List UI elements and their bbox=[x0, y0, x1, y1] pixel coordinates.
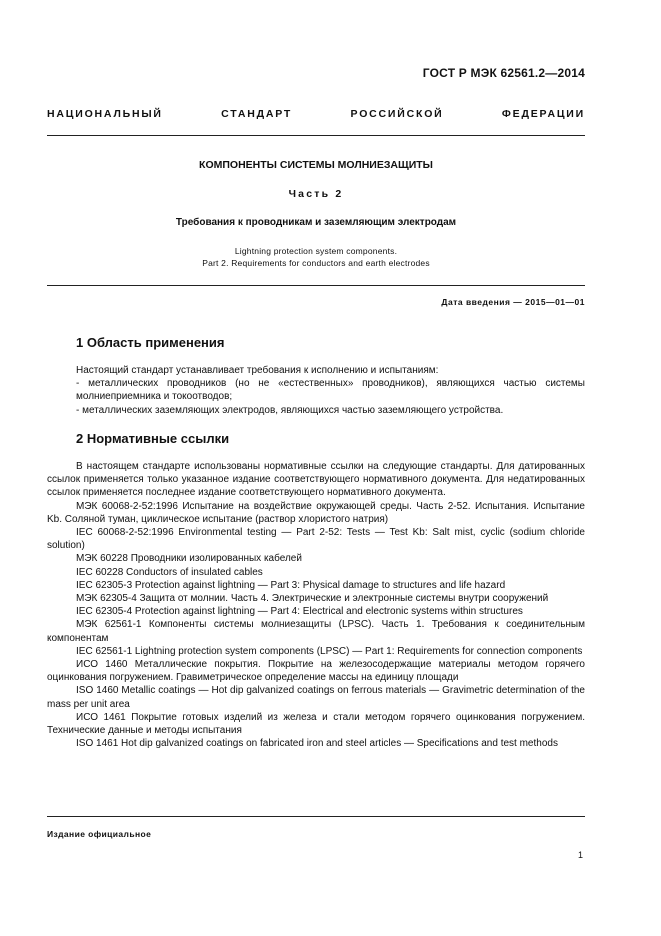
national-standard-banner: НАЦИОНАЛЬНЫЙ СТАНДАРТ РОССИЙСКОЙ ФЕДЕРАЦИИ bbox=[47, 108, 585, 120]
reference-item: ИСО 1460 Металлические покрытия. Покрытие на железосодержащие материалы методом горячего оцинкования погружением. Гравиметрическое определение массы на единицу площади bbox=[47, 659, 585, 684]
section-1-body bbox=[76, 364, 585, 417]
english-title-line-1: Lightning protection system components. bbox=[234, 246, 398, 256]
reference-item: IEC 62561-1 Lightning protection system components (LPSC) — Part 1: Requirements for connection components bbox=[76, 645, 583, 657]
footer-divider bbox=[47, 816, 585, 817]
reference-item: ISO 1460 Metallic coatings — Hot dip galvanized coatings on ferrous materials — Gravimetric determination of the mass per unit area bbox=[47, 685, 585, 710]
reference-item: IEC 62305-4 Protection against lightning — Part 4: Electrical and electronic systems within structures bbox=[76, 606, 523, 618]
part-label: Часть 2 bbox=[288, 188, 344, 200]
reference-item: МЭК 60228 Проводники изолированных кабелей bbox=[76, 553, 302, 565]
page-number: 1 bbox=[577, 850, 583, 860]
reference-item: IEC 60068-2-52:1996 Environmental testing — Part 2-52: Tests — Test Kb: Salt mist, cyclic (sodium chloride solution) bbox=[47, 527, 585, 552]
title-divider bbox=[47, 285, 585, 286]
official-edition-label: Издание официальное bbox=[47, 829, 152, 839]
standard-title: КОМПОНЕНТЫ СИСТЕМЫ МОЛНИЕЗАЩИТЫ bbox=[199, 159, 433, 171]
reference-item: ИСО 1461 Покрытие готовых изделий из железа и стали методом горячего оцинкования погружением. Технические данные и методы испытания bbox=[47, 711, 585, 737]
english-title bbox=[47, 245, 585, 269]
document-code: ГОСТ Р МЭК 62561.2—2014 bbox=[422, 66, 585, 80]
section-1-paragraph: Настоящий стандарт устанавливает требования к исполнению и испытаниям: bbox=[76, 365, 439, 376]
references-intro: В настоящем стандарте использованы нормативные ссылки на следующие стандарты. Для датированных ссылок применяется только указанное издание соответствующего нормативного документа. Для недатированных ссылок применяется последнее издание соответствующего нормативного документа. bbox=[47, 461, 585, 499]
section-1-paragraph: - металлических проводников (но не «естественных» проводников), являющихся частью системы молниеприемника и токоотводов; bbox=[76, 378, 585, 403]
reference-item: МЭК 62561-1 Компоненты системы молниезащиты (LPSC). Часть 1. Требования к соединительным компонентам bbox=[47, 619, 585, 644]
normative-references bbox=[47, 460, 585, 750]
reference-item: IEC 62305-3 Protection against lightning — Part 3: Physical damage to structures and life hazard bbox=[76, 579, 506, 591]
standard-subtitle: Требования к проводникам и заземляющим электродам bbox=[175, 217, 457, 228]
english-title-line-2: Part 2. Requirements for conductors and earth electrodes bbox=[202, 258, 430, 268]
introduction-date: Дата введения — 2015—01—01 bbox=[441, 297, 585, 307]
section-1-paragraph: - металлических заземляющих электродов, являющихся частью заземляющего устройства. bbox=[76, 404, 504, 416]
reference-item: IEC 60228 Conductors of insulated cables bbox=[76, 566, 263, 578]
header-divider bbox=[47, 135, 585, 136]
reference-item: МЭК 62305-4 Защита от молнии. Часть 4. Электрические и электронные системы внутри сооружений bbox=[76, 593, 549, 605]
reference-item: МЭК 60068-2-52:1996 Испытание на воздействие окружающей среды. Часть 2-52. Испытания. Испытание Kb. Соляной туман, циклическое испытание (раствор хлористого натрия) bbox=[47, 500, 585, 525]
section-2-heading: 2 Нормативные ссылки bbox=[76, 431, 230, 446]
reference-item: ISO 1461 Hot dip galvanized coatings on fabricated iron and steel articles — Specifications and test methods bbox=[76, 738, 558, 750]
section-1-heading: 1 Область применения bbox=[76, 335, 225, 350]
